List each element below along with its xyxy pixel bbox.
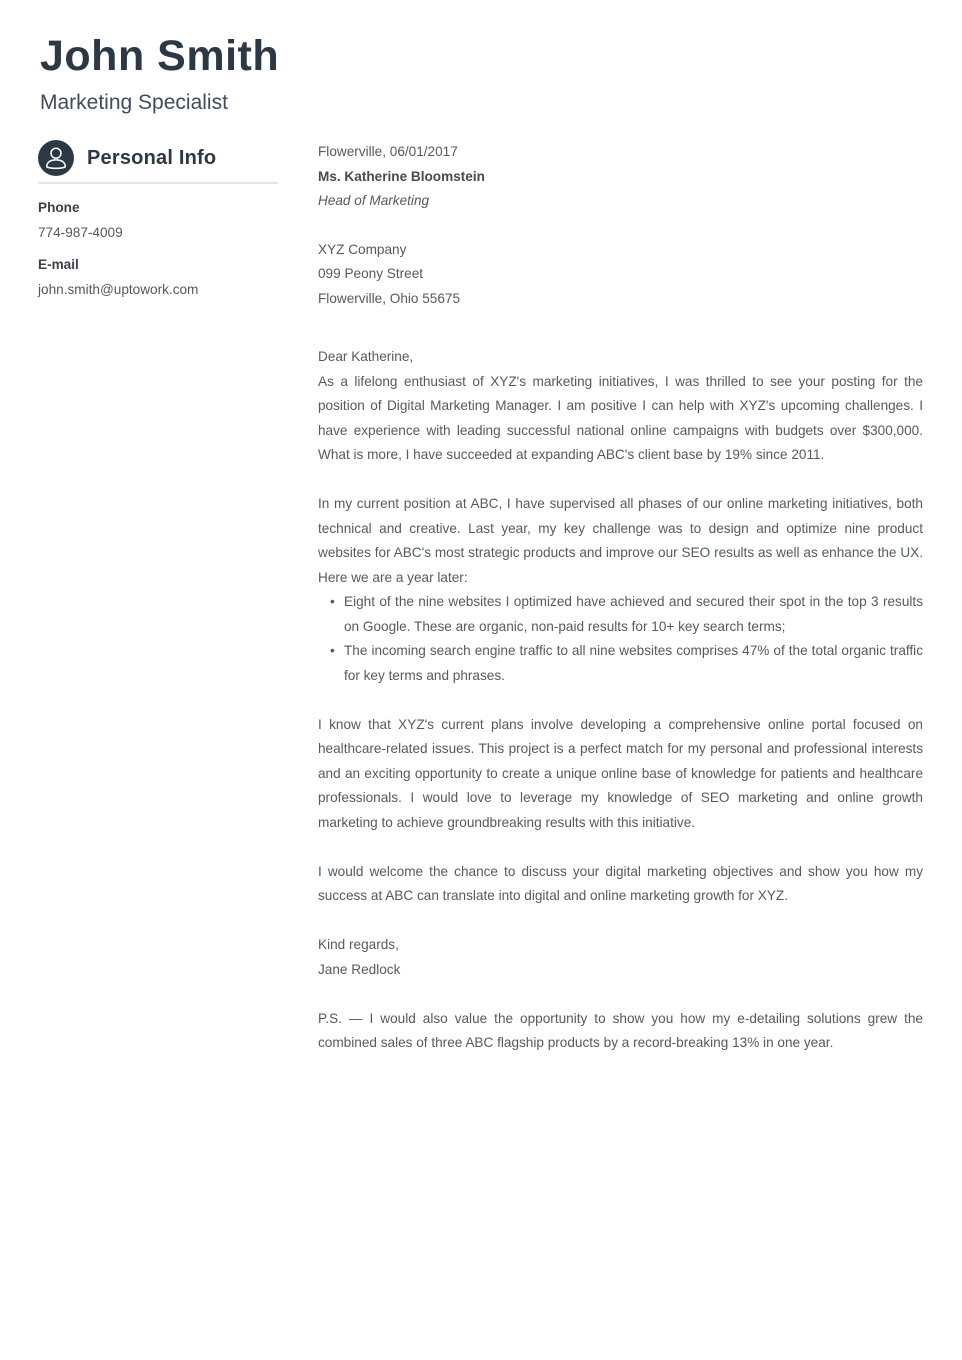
address-block <box>318 238 923 312</box>
phone-value: 774-987-4009 <box>38 225 123 240</box>
date-line: Flowerville, 06/01/2017 <box>318 144 458 159</box>
address-line-street: 099 Peony Street <box>318 266 424 281</box>
header <box>40 32 279 116</box>
job-title: Marketing Specialist <box>40 91 228 114</box>
person-icon <box>38 140 74 176</box>
bullet-list <box>318 590 923 688</box>
valediction: Kind regards, <box>318 937 399 952</box>
email-label: E-mail <box>38 257 79 272</box>
section-title-personal-info: Personal Info <box>87 146 217 169</box>
personal-info-section-header <box>38 140 278 176</box>
address-line-city: Flowerville, Ohio 55675 <box>318 290 461 306</box>
letter-body <box>318 140 923 1080</box>
salutation: Dear Katherine, <box>318 349 414 364</box>
recipient-block <box>318 165 923 214</box>
recipient-name: Ms. Katherine Bloomstein <box>318 168 485 184</box>
paragraph-welcome: I would welcome the chance to discuss your digital marketing objectives and show you how my success at ABC can translate into digital and online marketing growth for XYZ. <box>318 863 923 903</box>
bullet-item: • The incoming search engine traffic to all nine websites comprises 47% of the total organic traffic for key terms and phrases. <box>344 639 923 688</box>
paragraph-intro: As a lifelong enthusiast of XYZ's marketing initiatives, I was thrilled to see your posting for the position of Digital Marketing Manager. I am positive I can help with XYZ's upcoming challenges. I have experience with leading successful national online campaigns with budgets over $300,000. What is more, I have succeeded at expanding ABC's client base by 19% since 2011. <box>318 373 923 462</box>
recipient-title: Head of Marketing <box>318 193 430 208</box>
email-value: john.smith@uptowork.com <box>38 282 199 297</box>
closing-block <box>318 933 923 982</box>
paragraph-plans: I know that XYZ's current plans involve developing a comprehensive online portal focused on healthcare-related issues. This project is a perfect match for my personal and professional interests and an exciting opportunity to create a unique online base of knowledge for patients and healthcare professionals. I would love to leverage my knowledge of SEO marketing and online growth marketing to achieve groundbreaking results with this initiative. <box>318 716 923 830</box>
bullet-item: • Eight of the nine websites I optimized have achieved and secured their spot in the top 3 results on Google. These are organic, non-paid results for 10+ key search terms; <box>344 590 923 639</box>
signature-name: Jane Redlock <box>318 961 401 977</box>
phone-label: Phone <box>38 200 80 215</box>
sidebar-divider <box>38 182 278 184</box>
paragraph-current-position: In my current position at ABC, I have supervised all phases of our online marketing initiatives, both technical and creative. Last year, my key challenge was to design and optimize nine product websites for ABC's most strategic products and improve our SEO results as well as enhance the UX. Here we are a year later: <box>318 496 923 585</box>
person-name: John Smith <box>40 32 280 80</box>
sidebar <box>38 140 278 298</box>
postscript: P.S. — I would also value the opportunity to show you how my e-detailing solutions grew the combined sales of three ABC flagship products by a record-breaking 13% in one year. <box>318 1010 923 1050</box>
address-line-company: XYZ Company <box>318 241 407 257</box>
